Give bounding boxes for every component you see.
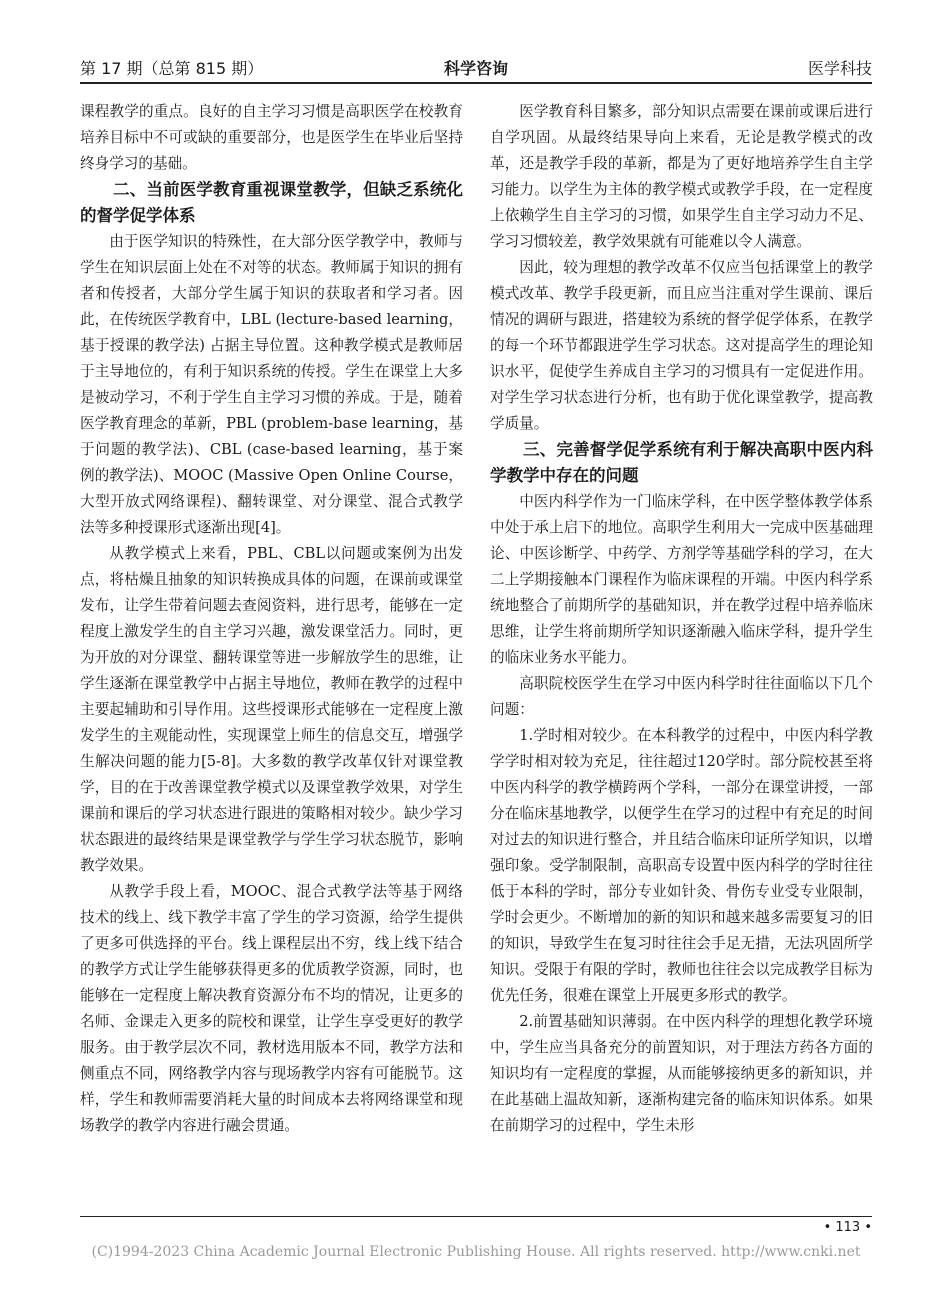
page-number: • 113 • — [823, 1220, 872, 1235]
section-heading: 二、当前医学教育重视课堂教学，但缺乏系统化的督学促学体系 — [80, 180, 463, 225]
left-column — [80, 99, 463, 1139]
copyright-notice: (C)1994-2023 China Academic Journal Electronic Publishing House. All rights reserved. http://www.cnki.net — [91, 1244, 861, 1260]
paragraph: 从教学模式上来看，PBL、CBL以问题或案例为出发点，将枯燥且抽象的知识转换成具体的问题，在课前或课堂发布，让学生带着问题去查阅资料，进行思考，能够在一定程度上激发学生的自主学习兴趣，激发课堂活力。同时，更为开放的对分课堂、翻转课堂等进一步解放学生的思维，让学生逐渐在课堂教学中占据主导地位，教师在教学的过程中主要起辅助和引导作用。这些授课形式能够在一定程度上激发学生的主观能动性，实现课堂上师生的信息交互，增强学生解决问题的能力[5-8]。大多数的教学改革仅针对课堂教学，目的在于改善课堂教学模式以及课堂教学效果，对学生课前和课后的学习状态进行跟进的策略相对较少。缺少学习状态跟进的最终结果是课堂教学与学生学习状态脱节，影响教学效果。 — [80, 545, 463, 874]
section-name: 医学科技 — [807, 59, 872, 78]
paragraph: 2.前置基础知识薄弱。在中医内科学的理想化教学环境中，学生应当具备充分的前置知识，对于理法方药各方面的知识均有一定程度的掌握，从而能够接纳更多的新知识，并在此基础上温故知新，逐渐构建完备的临床知识体系。如果在前期学习的过程中，学生未形 — [490, 1013, 873, 1134]
section-heading: 三、完善督学促学系统有利于解决高职中医内科学教学中存在的问题 — [490, 440, 873, 485]
footer-rule — [80, 1216, 872, 1217]
paragraph: 课程教学的重点。良好的自主学习习惯是高职医学在校教育培养目标中不可或缺的重要部分，也是医学生在毕业后坚持终身学习的基础。 — [80, 103, 463, 172]
paragraph: 中医内科学作为一门临床学科，在中医学整体教学体系中处于承上启下的地位。高职学生利用大一完成中医基础理论、中医诊断学、中药学、方剂学等基础学科的学习，在大二上学期接触本门课程作为临床课程的开端。中医内科学系统地整合了前期所学的基础知识，并在教学过程中培养临床思维，让学生将前期所学知识逐渐融入临床学科，提升学生的临床业务水平能力。 — [490, 493, 873, 666]
paragraph: 1.学时相对较少。在本科教学的过程中，中医内科学教学学时相对较为充足，往往超过120学时。部分院校甚至将中医内科学的教学横跨两个学科，一部分在课堂讲授，一部分在临床基地教学，以便学生在学习的过程中有充足的时间对过去的知识进行整合，并且结合临床印证所学知识，以增强印象。受学制限制，高职高专设置中医内科学的学时往往低于本科的学时，部分专业如针灸、骨伤专业受专业限制，学时会更少。不断增加的新的知识和越来越多需要复习的旧的知识，导致学生在复习时往往会手足无措，无法巩固所学知识。受限于有限的学时，教师也往往会以完成教学目标为优先任务，很难在课堂上开展更多形式的教学。 — [490, 727, 873, 1004]
right-column — [490, 99, 873, 1139]
issue-info: 第 17 期（总第 815 期） — [80, 59, 264, 78]
journal-title: 科学咨询 — [443, 59, 508, 78]
paragraph: 由于医学知识的特殊性，在大部分医学教学中，教师与学生在知识层面上处在不对等的状态。教师属于知识的拥有者和传授者，大部分学生属于知识的获取者和学习者。因此，在传统医学教育中，LBL (lecture-based learning，基于授课的教学法) 占据主导位置。这种教学模式是教师居于主导地位的，有利于知识系统的传授。学生在课堂上大多是被动学习，不利于学生自主学习习惯的养成。于是，随着医学教育理念的革新，PBL (problem-base learning，基于问题的教学法)、CBL (case-based learning，基于案例的教学法)、MOOC (Massive Open Online Course，大型开放式网络课程)、翻转课堂、对分课堂、混合式教学法等多种授课形式逐渐出现[4]。 — [80, 233, 463, 536]
header-rule — [80, 82, 872, 84]
paragraph: 高职院校医学生在学习中医内科学时往往面临以下几个问题： — [490, 675, 873, 718]
paragraph: 从教学手段上看，MOOC、混合式教学法等基于网络技术的线上、线下教学丰富了学生的学习资源，给学生提供了更多可供选择的平台。线上课程层出不穷，线上线下结合的教学方式让学生能够获得更多的优质教学资源，同时，也能够在一定程度上解决教育资源分布不均的情况，让更多的名师、金课走入更多的院校和课堂，让学生享受更好的教学服务。由于教学层次不同，教材选用版本不同，教学方法和侧重点不同，网络教学内容与现场教学内容有可能脱节。这样，学生和教师需要消耗大量的时间成本去将网络课堂和现场教学的教学内容进行融会贯通。 — [80, 883, 463, 1134]
paragraph: 医学教育科目繁多，部分知识点需要在课前或课后进行自学巩固。从最终结果导向上来看，无论是教学模式的改革，还是教学手段的革新，都是为了更好地培养学生自主学习能力。以学生为主体的教学模式或教学手段，在一定程度上依赖学生自主学习的习惯，如果学生自主学习动力不足、学习习惯较差，教学效果就有可能难以令人满意。 — [490, 103, 873, 250]
paragraph: 因此，较为理想的教学改革不仅应当包括课堂上的教学模式改革、教学手段更新，而且应当注重对学生课前、课后情况的调研与跟进，搭建较为系统的督学促学体系，在教学的每一个环节都跟进学生学习状态。这对提高学生的理论知识水平，促使学生养成自主学习的习惯具有一定促进作用。对学生学习状态进行分析，也有助于优化课堂教学，提高教学质量。 — [490, 259, 873, 432]
running-header — [80, 54, 872, 84]
